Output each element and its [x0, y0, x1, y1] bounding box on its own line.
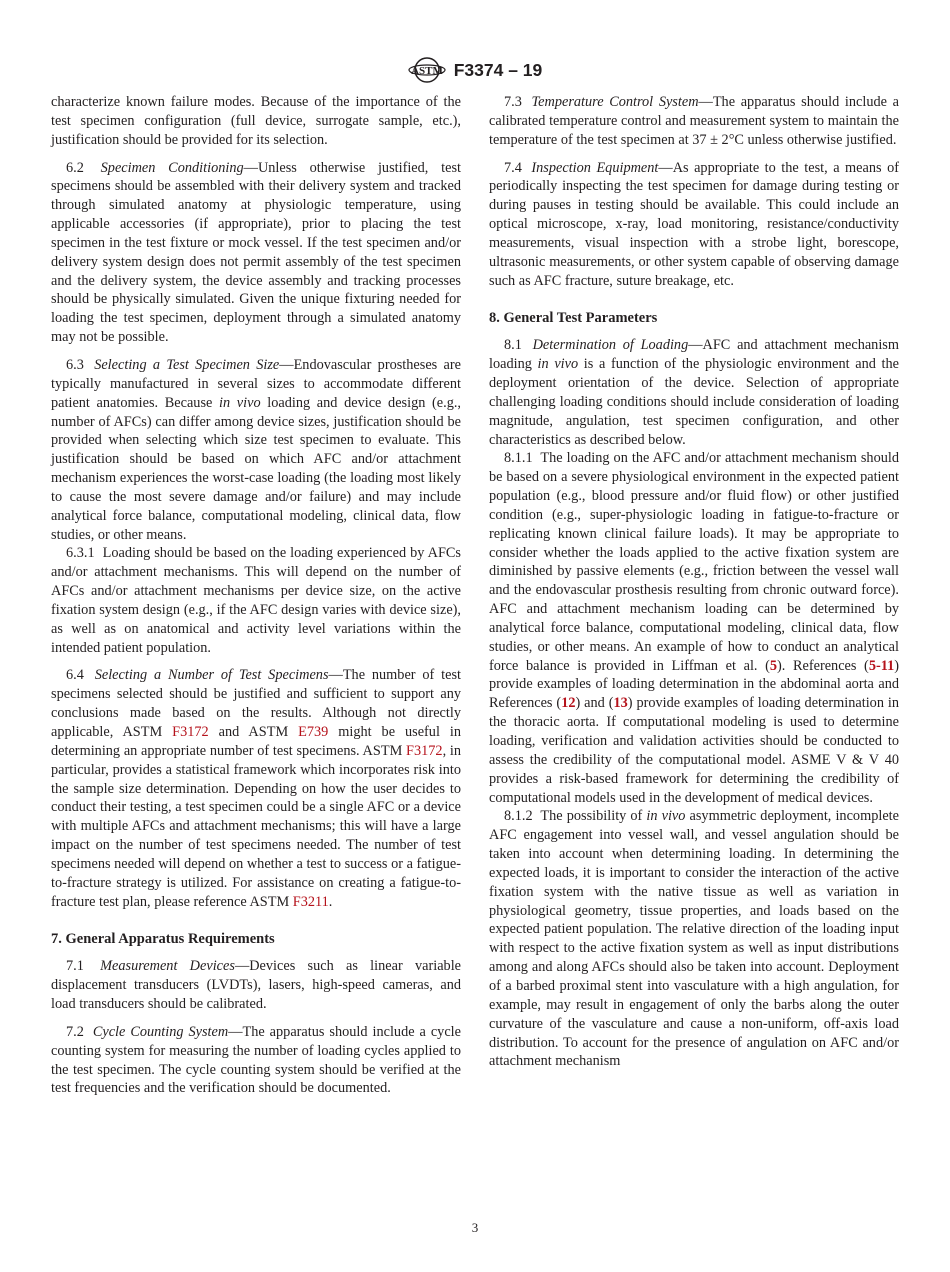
- section-8-1: 8.1 Determination of Loading—AFC and attachment mechanism loading in vivo is a function of the physiologic environment and the deployment orientation of the device. Selection of appropriate challenging loading conditions should include consideration of loading magnitude, angulation, test specimen configuration, and other characteristics as described below.: [489, 337, 899, 448]
- section-7-2: 7.2 Cycle Counting System—The apparatus should include a cycle counting system for measuring the number of loading cycles applied to the test specimen. The cycle counting system should be verified at the test frequencies and the verification should be documented.: [51, 1023, 461, 1097]
- section-6-3-1: 6.3.1 Loading should be based on the loading experienced by AFCs and/or attachment mechanisms. This will depend on the number of AFCs and/or attachment mechanisms per device size, on the active fixation system design (e.g., if the AFC design varies with device size), as well as on anatomical and activity level variations within the intended patient population.: [51, 545, 461, 656]
- section-7-1: 7.1 Measurement Devices—Devices such as linear variable displacement transducers (LVDTs), lasers, high-speed cameras, and load transducers should be calibrated.: [51, 958, 462, 1012]
- section-title: Measurement Devices: [100, 958, 235, 975]
- section-title: Determination of Loading: [532, 337, 689, 354]
- section-8-1-2: 8.1.2 The possibility of in vivo asymmetric deployment, incomplete AFC engagement into vessel wall, and vessel angulation should be taken into account when determining loading. In determining the expected loads, it is important to consider the interaction of the active fixation system with the native tissue as well as variation in physiological geometry, tissue properties, and loads based on the expected patient population. The relative direction of the loading input with respect to the active fixation system as well as input distributions among and along AFCs should also be taken into account. Deployment of a barbed proximal stent into vasculature with a high angulation, for example, may result in engagement of only the barbs along the outer curvature of the vasculature and cause a non-uniform, off-axis load distribution. To account for the presence of angulation on AFC and/or attachment mechanism: [489, 808, 899, 1070]
- link-f3172[interactable]: F3172: [172, 724, 209, 740]
- section-6-2: 6.2 Specimen Conditioning—Unless otherwise justified, test specimens should be assembled with their delivery system and tracked through simulated anatomy at physiologic temperature, using applicable accessories (if appropriate), prior to placing the test specimen in the test fixture or mock vessel. If the test specimen and/or delivery system design does not permit assembly of the test specimen and the delivery system, the device assembly and tracking processes should be physically simulated. Given the unique fixturing needed for loading the test specimen, deployment through a simulated anatomy may not be possible.: [51, 159, 461, 346]
- page-header: [0, 57, 950, 83]
- standard-designation: F3374 – 19: [453, 59, 543, 80]
- section-6-4: 6.4 Selecting a Number of Test Specimens—The number of test specimens selected should be justified and sufficient to support any conclusions made based on the results. Although not directly applicable, ASTM F3172 and ASTM E739 might be useful in determining an appropriate number of test specimens. ASTM F3172, in particular, provides a statistical framework which incorporates risk into the sample size determination. Depending on how the user decides to conduct their testing, a test specimen could be a single AFC or a device with multiple AFCs and attachment mechanisms; this will have a large impact on the number of test specimens needed. The number of test specimens needed will depend on whether a test to success or a fatigue-to-fracture strategy is utilized. For assistance on creating a fatigue-to-fracture test plan, please reference ASTM F3211.: [51, 667, 461, 910]
- section-7-4: 7.4 Inspection Equipment—As appropriate to the test, a means of periodically inspecting the test specimen for damage during testing or during pauses in testing should be available. This could include an optical microscope, x-ray, load monitoring, resistance/conductivity measurements, visual inspection with a strobe light, borescope, ultrasonic measurements, or other system capable of observing damage such as AFC fracture, suture breakage, etc.: [489, 159, 899, 289]
- section-8-1-1: 8.1.1 The loading on the AFC and/or attachment mechanism should be based on a severe physiological environment in the expected patient population (e.g., blood pressure and/or fluid flow) or other justified condition (e.g., super-physiologic loading in fatigue-to-fracture or replicating known clinical failure loads). It may be appropriate to consider whether the loads applied to the active fixation system are diminished by passive elements (e.g., friction between the vessel wall and the endovascular prosthesis resulting from chronic outward force). AFC and attachment mechanism loading can be determined by analytical force balance, computational modeling, clinical data, flow studies, or other means. An example of how to conduct an analytical force balance is provided in Liffman et al. (5). References (5-11) provide examples of loading determination in the abdominal aorta and References (12) and (13) provide examples of loading determination in the thoracic aorta. If computational modeling is used to determine loading, verification and validation activities should be conducted to assess the credibility of the computational model. ASME V & V 40 provides a risk-based framework for determining the credibility of computational models used in the development of medical devices.: [489, 450, 899, 806]
- reference-link[interactable]: 5-11: [868, 657, 895, 674]
- paragraph-intro: characterize known failure modes. Because of the importance of the test specimen configuration (full device, surrogate sample, etc.), justification should be provided for its selection.: [51, 94, 461, 148]
- link-f3211[interactable]: F3211: [292, 893, 329, 910]
- heading-section-7: 7. General Apparatus Requirements: [51, 931, 275, 948]
- section-title: Selecting a Test Specimen Size: [94, 356, 280, 373]
- reference-link[interactable]: 5: [769, 657, 778, 674]
- section-7-3: 7.3 Temperature Control System—The apparatus should include a calibrated temperature control and measurement system to maintain the temperature of the test specimen at 37 ± 2°C unless otherwise justified.: [489, 94, 899, 148]
- section-title: Cycle Counting System: [92, 1023, 229, 1040]
- heading-section-8: 8. General Test Parameters: [489, 310, 658, 327]
- right-column: [489, 93, 899, 1071]
- link-f3172[interactable]: F3172: [406, 742, 443, 759]
- section-6-3: 6.3 Selecting a Test Specimen Size—Endovascular prostheses are typically manufactured in several sizes to accommodate different patient anatomies. Because in vivo loading and device design (e.g., number of AFCs) can differ among device sizes, justification should be provided when selecting which size test specimen to evaluate. This justification should be based on which AFC and/or attachment mechanism experiences the worst-case loading (the loading most likely to cause the most severe damage and/or failure) and may include analytical force balance, computational modeling, clinical data, flow studies, or other means.: [51, 356, 462, 543]
- section-title: Temperature Control System: [531, 94, 699, 110]
- reference-link[interactable]: 12: [561, 695, 576, 712]
- page-number: 3: [471, 1220, 479, 1235]
- reference-link[interactable]: 13: [613, 695, 628, 712]
- left-column: [51, 93, 461, 1098]
- link-e739[interactable]: E739: [298, 724, 329, 740]
- section-title: Selecting a Number of Test Specimens: [94, 667, 329, 684]
- section-title: Specimen Conditioning: [100, 159, 244, 176]
- astm-logo-icon: [408, 57, 446, 83]
- svg-text:ASTM: ASTM: [410, 65, 443, 77]
- section-title: Inspection Equipment: [531, 159, 659, 176]
